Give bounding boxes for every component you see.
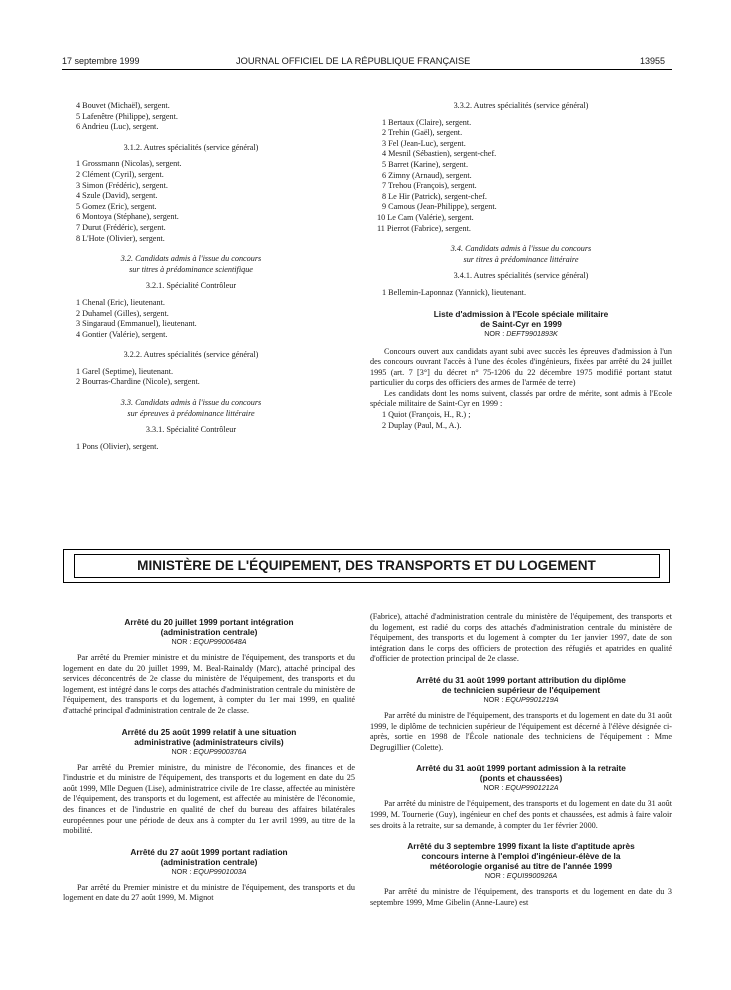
paragraph: (Fabrice), attaché d'administration centrale du ministère de l'équipement, des transports et du logement, est radié du corps des attachés d'administration centrale du ministère de l'équipement, des transports et du logement à compter du 1er janvier 1997, date de son intégration dans le corps des officiers de protection des réfugiés et apatrides en qualité d'officier de protection principal de 2e classe. bbox=[370, 612, 672, 664]
nor-label: NOR : bbox=[484, 871, 505, 881]
nor-code: EQUP9900648A bbox=[193, 637, 247, 646]
decree-title: administrative (administrateurs civils) bbox=[134, 736, 284, 747]
paragraph: Par arrêté du ministre de l'équipement, des transports et du logement en date du 31 août 1999, M. Tournerie (Guy), ingénieur en chef des ponts et chaussées, est admis à faire valoir ses droits à la retraite, sur sa demande, à compter du 1er février 2000. bbox=[370, 799, 672, 830]
section-heading: 3.3.2. Autres spécialités (service général) bbox=[453, 101, 589, 110]
paragraph: Par arrêté du ministre de l'équipement, des transports et du logement en date du 31 août 1999, le diplôme de technicien supérieur de l'équipement est décerné à l'élève désignée ci-après, sortie en 1998 de l'École nationale des techniciens de l'équipement : Mme Degrugillier (Colette). bbox=[370, 710, 672, 752]
paragraph: Concours ouvert aux candidats ayant subi avec succès les épreuves d'admission à l'un des concours ouvrant l'accès à l'une des écoles d'ingénieurs, fixées par arrêté du 24 juillet 1995 (art. 7 [3°] du décret n° 75-1206 du 22 décembre 1975 modifié portant statut particulier du corps des officiers des armes de l'armée de terre) bbox=[370, 346, 672, 388]
list-item: 5 Barret (Karine), sergent. bbox=[382, 159, 469, 169]
list-item: 6 Zimny (Arnaud), sergent. bbox=[382, 170, 472, 180]
nor-reference bbox=[370, 329, 672, 339]
section-heading: sur titres à prédominance littéraire bbox=[463, 254, 579, 264]
list-item: 8 Le Hir (Patrick), sergent-chef. bbox=[382, 191, 487, 201]
section-heading: 3.3.1. Spécialité Contrôleur bbox=[145, 425, 237, 435]
list-item: 7 Trehou (François), sergent. bbox=[382, 181, 477, 191]
decree-title: Arrêté du 20 juillet 1999 portant intégration bbox=[124, 617, 294, 627]
decree-title: (administration centrale) bbox=[160, 856, 258, 867]
list-item: 10 Le Cam (Valérie), sergent. bbox=[377, 212, 474, 222]
nor-reference bbox=[370, 783, 672, 793]
list-item: 2 Clément (Cyril), sergent. bbox=[76, 169, 164, 179]
list-item: 1 Pons (Olivier), sergent. bbox=[76, 441, 159, 451]
list-item: 5 Gomez (Eric), sergent. bbox=[76, 201, 157, 211]
upper-left-column bbox=[76, 101, 346, 452]
list-item: 6 Montoya (Stéphane), sergent. bbox=[76, 212, 179, 222]
list-item: 1 Grossmann (Nicolas), sergent. bbox=[76, 159, 182, 169]
section-heading: sur épreuves à prédominance littéraire bbox=[127, 408, 255, 418]
list-item: 11 Pierrot (Fabrice), sergent. bbox=[377, 223, 471, 233]
nor-code: EQUP9901219A bbox=[505, 694, 559, 704]
decree-title: Arrêté du 27 août 1999 portant radiation bbox=[130, 846, 288, 857]
section-heading: sur titres à prédominance scientifique bbox=[129, 264, 253, 274]
list-item: 4 Mesnil (Sébastien), sergent-chef. bbox=[382, 149, 497, 159]
ministry-title: MINISTÈRE DE L'ÉQUIPEMENT, DES TRANSPORTS ET DU LOGEMENT bbox=[74, 554, 660, 578]
list-item: 1 Chenal (Eric), lieutenant. bbox=[76, 297, 165, 307]
nor-reference bbox=[63, 747, 355, 757]
ministry-banner bbox=[63, 549, 670, 583]
section-heading: 3.4. Candidats admis à l'issue du concours bbox=[450, 244, 592, 254]
header-page-number: 13955 bbox=[640, 56, 666, 66]
nor-code: EQUP9901003A bbox=[193, 866, 247, 876]
nor-code: EQUP9901212A bbox=[505, 783, 559, 793]
list-item: 3 Singaraud (Emmanuel), lieutenant. bbox=[76, 319, 197, 329]
section-heading: 3.2. Candidats admis à l'issue du concours bbox=[120, 254, 262, 264]
list-item: 1 Garel (Septime), lieutenant. bbox=[76, 366, 174, 376]
decree-title: Arrêté du 31 août 1999 portant admission à la retraite bbox=[416, 763, 626, 774]
section-heading: 3.2.1. Spécialité Contrôleur bbox=[145, 281, 237, 291]
decree-title: (administration centrale) bbox=[160, 627, 258, 637]
section-heading: 3.4.1. Autres spécialités (service général) bbox=[453, 271, 589, 281]
nor-label: NOR : bbox=[171, 746, 192, 756]
decree-title: Arrêté du 31 août 1999 portant attribution du diplôme bbox=[416, 674, 626, 685]
decree-title: météorologie organisé au titre de l'année 1999 bbox=[429, 861, 613, 872]
decree-title: (ponts et chaussées) bbox=[479, 773, 563, 784]
nor-reference bbox=[63, 637, 355, 647]
list-item: 2 Trehin (Gaël), sergent. bbox=[382, 128, 463, 138]
list-item: 7 Durut (Frédéric), sergent. bbox=[76, 222, 166, 232]
nor-reference bbox=[370, 695, 672, 705]
decree-title: Arrêté du 25 août 1999 relatif à une situation bbox=[121, 726, 297, 737]
paragraph: Par arrêté du ministre de l'équipement, des transports et du logement en date du 3 septembre 1999, Mme Gibelin (Anne-Laure) est bbox=[370, 887, 672, 907]
nor-code: DEFT9901893K bbox=[506, 328, 558, 338]
decree-title: Liste d'admission à l'Ecole spéciale militaire bbox=[433, 308, 609, 319]
list-item: 2 Bourras-Chardine (Nicole), sergent. bbox=[76, 377, 200, 387]
nor-label: NOR : bbox=[484, 328, 505, 338]
section-heading: 3.1.2. Autres spécialités (service général) bbox=[123, 142, 259, 152]
nor-reference bbox=[370, 871, 672, 881]
list-item: 3 Fel (Jean-Luc), sergent. bbox=[382, 138, 466, 148]
section-heading: 3.2.2. Autres spécialités (service général) bbox=[123, 350, 259, 360]
list-item: 4 Szule (David), sergent. bbox=[76, 191, 158, 201]
nor-label: NOR : bbox=[483, 694, 504, 704]
decree-title: Arrêté du 3 septembre 1999 fixant la liste d'aptitude après bbox=[407, 841, 635, 852]
section-heading: 3.3. Candidats admis à l'issue du concours bbox=[120, 398, 262, 408]
nor-label: NOR : bbox=[171, 637, 192, 646]
list-item: 3 Simon (Frédéric), sergent. bbox=[76, 180, 168, 190]
list-item: 5 Lafenêtre (Philippe), sergent. bbox=[76, 111, 178, 121]
header-journal-title: JOURNAL OFFICIEL DE LA RÉPUBLIQUE FRANÇAISE bbox=[236, 56, 471, 66]
nor-code: EQUP9900376A bbox=[193, 746, 247, 756]
nor-label: NOR : bbox=[483, 783, 504, 793]
paragraph: Les candidats dont les noms suivent, classés par ordre de mérite, sont admis à l'Ecole spéciale militaire de Saint-Cyr en 1999 : bbox=[370, 388, 672, 409]
list-item: 2 Duplay (Paul, M., A.). bbox=[382, 420, 462, 430]
lower-right-column bbox=[370, 612, 672, 908]
upper-right-column bbox=[370, 101, 672, 431]
list-item: 4 Bouvet (Michaël), sergent. bbox=[76, 101, 170, 110]
list-item: 6 Andrieu (Luc), sergent. bbox=[76, 122, 159, 132]
list-item: 2 Duhamel (Gilles), sergent. bbox=[76, 308, 169, 318]
list-item: 9 Camous (Jean-Philippe), sergent. bbox=[382, 202, 497, 212]
nor-label: NOR : bbox=[171, 866, 192, 876]
paragraph: Par arrêté du Premier ministre et du ministre de l'équipement, des transports et du logement en date du 27 août 1999, M. Mignot bbox=[63, 882, 355, 903]
decree-title: concours interne à l'emploi d'ingénieur-élève de la bbox=[421, 851, 621, 862]
nor-code: EQUI9900926A bbox=[506, 871, 558, 881]
lower-left-column bbox=[63, 617, 355, 904]
decree-title: de technicien supérieur de l'équipement bbox=[441, 684, 601, 695]
list-item: 4 Gontier (Valérie), sergent. bbox=[76, 329, 168, 339]
paragraph: Par arrêté du Premier ministre, du ministre de l'économie, des finances et de l'industrie et du ministre de l'équipement, des transports et du logement en date du 25 août 1999, Mlle Deguen (Lise), administratrice civile de 1re classe, affectée au ministère de l'équipement, des transports et du logement, est affectée au ministère de l'économie, des finances et de l'industrie en qualité de chef du bureau des affaires bilatérales européennes pour une période de deux ans à compter du 1er avril 1999, au titre de la mobilité. bbox=[63, 762, 355, 836]
paragraph: Par arrêté du Premier ministre et du ministre de l'équipement, des transports et du logement en date du 20 juillet 1999, M. Beal-Rainaldy (Marc), attaché principal des services déconcentrés de 2e classe du ministère de l'équipement, des transports et du logement, est intégré dans le corps des attachés d'administration centrale du ministère de l'équipement, des transports et du logement, à compter du 1er mai 1999, en qualité d'attaché principal d'administration centrale de 2e classe. bbox=[63, 653, 355, 715]
decree-title: de Saint-Cyr en 1999 bbox=[480, 318, 562, 329]
list-item: 1 Quiot (François, H., R.) ; bbox=[382, 410, 471, 420]
list-item: 8 L'Hote (Olivier), sergent. bbox=[76, 233, 165, 243]
list-item: 1 Bertaux (Claire), sergent. bbox=[382, 117, 472, 127]
header-rule bbox=[62, 69, 672, 70]
header-date: 17 septembre 1999 bbox=[62, 56, 140, 66]
nor-reference bbox=[63, 867, 355, 877]
list-item: 1 Bellemin-Laponnaz (Yannick), lieutenant. bbox=[382, 287, 526, 297]
